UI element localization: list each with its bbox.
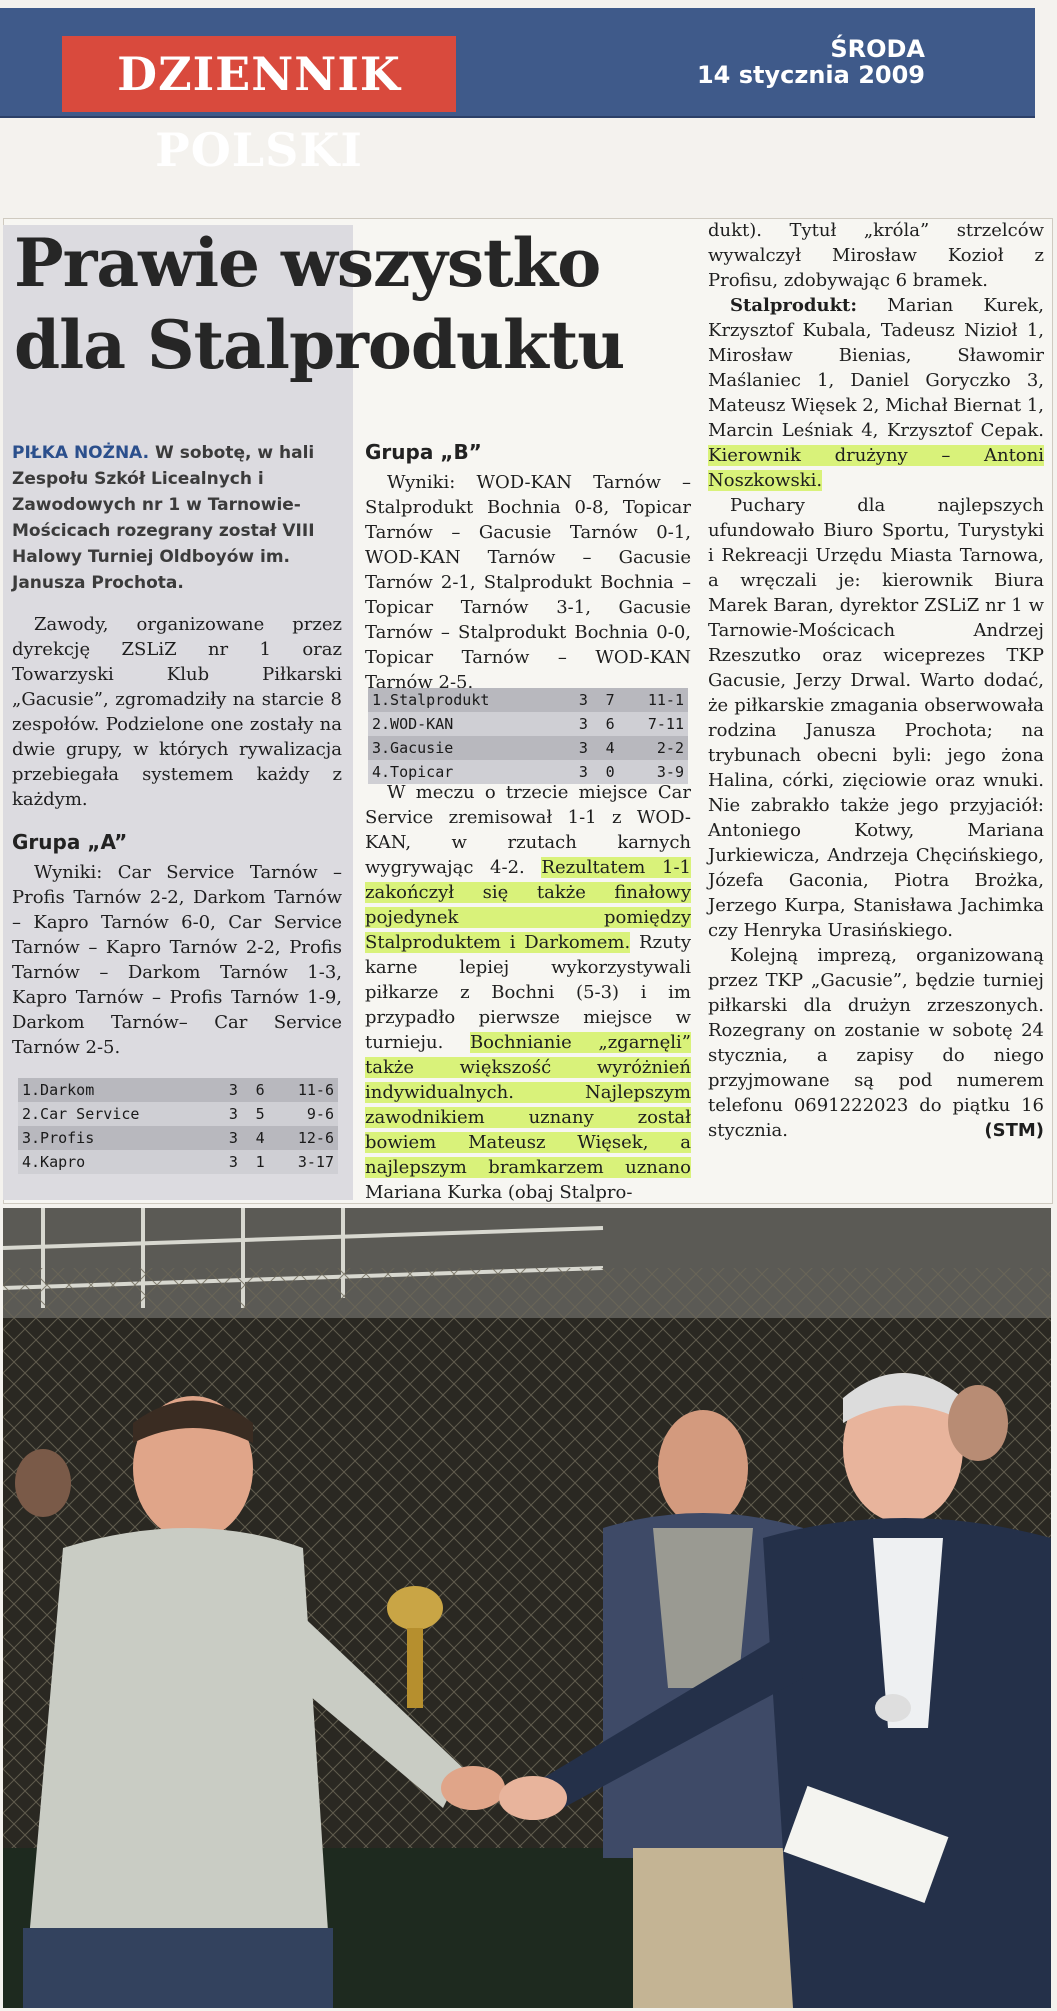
group-a-table-cell: 6	[255, 1081, 265, 1099]
highlight-awards: Bochnianie „zgarnęli” także większość wyróżnień indywidualnych. Najlepszym zawodnikiem uznany został bowiem Mateusz Więsek, a najlepszym bramkarzem uznano	[365, 1032, 691, 1178]
photo-illustration	[3, 1208, 1051, 2008]
group-a-table-cell: 12-6	[297, 1129, 334, 1147]
trophies-paragraph: Puchary dla najlepszych ufundowało Biuro Sportu, Turystyki i Rekreacji Urzędu Miasta Tarnowa, a wręczali je: kierownik Biura Marek Baran, dyrektor ZSLiZ nr 1 w Tarnowie-Mościcach Andrzej Rzeszutko oraz wiceprezes TKP Gacusie, Jerzy Drwal. Warto dodać, że piłkarskie zmagania obserwowała rodzina Janusza Prochota; na trybunach obecni byli: jego żona Halina, córki, zięciowie oraz wnuki. Nie zabrakło także jego przyjaciół: Antoniego Kotwy, Mariana Jurkiewicza, Andrzeja Chęcińskiego, Józefa Gaconia, Piotra Brożka, Jerzego Kurpa, Stanisława Jachimka czy Henryka Urasińskiego.	[708, 495, 1044, 941]
group-b-table-cell: 0	[605, 763, 615, 781]
group-b-table-cell: 3	[578, 691, 588, 709]
group-a-table-cell: 5	[255, 1105, 265, 1123]
group-a-results	[12, 860, 342, 1060]
highlight-final-result: Rezultatem 1-1 zakończył się także finałowy pojedynek pomiędzy Stalproduktem i Darkomem.	[365, 857, 691, 953]
group-a-table-row	[18, 1078, 338, 1102]
group-a-table-row	[18, 1102, 338, 1126]
intro-paragraph	[12, 612, 342, 812]
roster-text: Marian Kurek, Krzysztof Kubala, Tadeusz Nizioł 1, Mirosław Bienias, Sławomir Maślaniec 1, Daniel Goryczko 3, Mateusz Więsek 2, Michał Biernat 1, Marcin Leśniak 4, Krzysztof Cepak.	[708, 295, 1044, 441]
issue-date: 14 stycznia 2009	[696, 61, 925, 89]
col3-continuation: dukt). Tytuł „króla” strzelców wywalczył Mirosław Kozioł z Profisu, zdobywając 6 bramek.	[708, 220, 1044, 291]
final-match-paragraph	[365, 780, 691, 1205]
group-a-table-cell: 3	[228, 1153, 238, 1171]
group-b-table-row	[368, 712, 688, 736]
group-a-table	[18, 1078, 338, 1174]
col2-text-c: Mariana Kurka (obaj Stalpro-	[365, 1182, 633, 1203]
section-kicker: PIŁKA NOŻNA.	[12, 443, 150, 463]
group-a-table-cell: 3	[228, 1081, 238, 1099]
group-b-table-cell: 3.Gacusie	[372, 739, 454, 757]
issue-day: ŚRODA	[830, 35, 925, 63]
group-a-table-cell: 11-6	[297, 1081, 334, 1099]
issue-date-block	[697, 36, 925, 88]
group-a-table-cell: 1.Darkom	[22, 1081, 95, 1099]
para-1: Zawody, organizowane przez dyrekcję ZSLiZ nr 1 oraz Towarzyski Klub Piłkarski „Gacusie”, zgromadziły na starcie 8 zespołów. Podzielone one zostały na dwie grupy, w których rywalizacja przebiegała systemem każdy z każdym.	[12, 614, 342, 810]
highlight-manager: Kierownik drużyny – Antoni Noszkowski.	[708, 445, 1044, 491]
group-b-table-cell: 3	[578, 739, 588, 757]
group-a-table-cell: 4.Kapro	[22, 1153, 86, 1171]
col2-text-b: Rzuty karne lepiej wykorzystywali piłkarze z Bochni (5-3) i im przypadło pierwsze miejsce w turnieju.	[365, 932, 691, 1053]
column-2-text	[365, 780, 691, 1205]
group-a-table-row	[18, 1126, 338, 1150]
group-b-table-cell: 4.Topicar	[372, 763, 454, 781]
group-b-results	[365, 470, 691, 695]
group-a-table-cell: 3	[228, 1129, 238, 1147]
group-a-table-cell: 1	[255, 1153, 265, 1171]
roster-label: Stalprodukt:	[730, 295, 857, 316]
article-lede	[12, 440, 344, 596]
group-a-table-cell: 3-17	[297, 1153, 334, 1171]
group-a-table-cell: 3	[228, 1105, 238, 1123]
group-b-results-text: Wyniki: WOD-KAN Tarnów – Stalprodukt Bochnia 0-8, Topicar Tarnów – Gacusie Tarnów 0-1, WOD-KAN Tarnów – Gacusie Tarnów 2-1, Stalprodukt Bochnia – Topicar Tarnów 3-1, Gacusie Tarnów – Stalprodukt Bochnia 0-0, Topicar Tarnów – WOD-KAN Tarnów 2-5.	[365, 472, 691, 693]
author-signature: (STM)	[984, 1120, 1044, 1141]
group-b-table-row	[368, 688, 688, 712]
group-b-table-cell: 1.Stalprodukt	[372, 691, 490, 709]
group-b-table-cell: 4	[605, 739, 615, 757]
next-event-paragraph	[708, 943, 1044, 1143]
group-b-table-cell: 11-1	[647, 691, 684, 709]
group-a-results-text: Wyniki: Car Service Tarnów – Profis Tarnów 2-2, Darkom Tarnów – Kapro Tarnów 6-0, Car Service Tarnów – Kapro Tarnów 2-2, Profis Tarnów – Darkom Tarnów 1-3, Kapro Tarnów – Profis Tarnów 1-9, Darkom Tarnów– Car Service Tarnów 2-5.	[12, 862, 342, 1058]
group-b-table-cell: 3	[578, 763, 588, 781]
lede-text: W sobotę, w hali Zespołu Szkół Licealnych i Zawodowych nr 1 w Tarnowie-Mościcach rozegrany został VIII Halowy Turniej Oldboyów im. Janusza Prochota.	[12, 443, 315, 593]
group-b-heading: Grupa „B”	[365, 440, 482, 464]
newspaper-logo: DZIENNIK POLSKI	[62, 36, 456, 112]
group-b-table-cell: 7-11	[647, 715, 684, 733]
group-a-heading: Grupa „A”	[12, 830, 128, 854]
group-b-table-cell: 3	[578, 715, 588, 733]
masthead	[0, 8, 1035, 177]
group-b-table-cell: 2-2	[656, 739, 684, 757]
article-photo	[3, 1208, 1051, 2008]
group-b-table	[368, 688, 688, 784]
group-a-table-cell: 3.Profis	[22, 1129, 95, 1147]
group-a-table-cell: 2.Car Service	[22, 1105, 140, 1123]
group-b-table-cell: 6	[605, 715, 615, 733]
col2-text-a: W meczu o trzecie miejsce Car Service zremisował 1-1 z WOD-KAN, w rzutach karnych wygrywając 4-2.	[365, 782, 691, 878]
group-a-table-cell: 4	[255, 1129, 265, 1147]
roster-paragraph	[708, 293, 1044, 493]
group-b-table-cell: 7	[605, 691, 615, 709]
article-headline: Prawie wszystko dla Stalproduktu	[14, 224, 625, 384]
next-event-text: Kolejną imprezą, organizowaną przez TKP „Gacusie”, będzie turniej piłkarski dla drużyn zrzeszonych. Rozegrany on zostanie w sobotę 24 stycznia, a zapisy do niego przyjmowane są pod numerem telefonu 0691222023 do piątku 16 stycznia.	[708, 945, 1044, 1141]
group-b-table-cell: 2.WOD-KAN	[372, 715, 454, 733]
column-3-text	[708, 218, 1044, 1143]
group-a-table-row	[18, 1150, 338, 1174]
group-b-table-cell: 3-9	[656, 763, 684, 781]
group-a-table-cell: 9-6	[306, 1105, 334, 1123]
group-b-table-row	[368, 736, 688, 760]
